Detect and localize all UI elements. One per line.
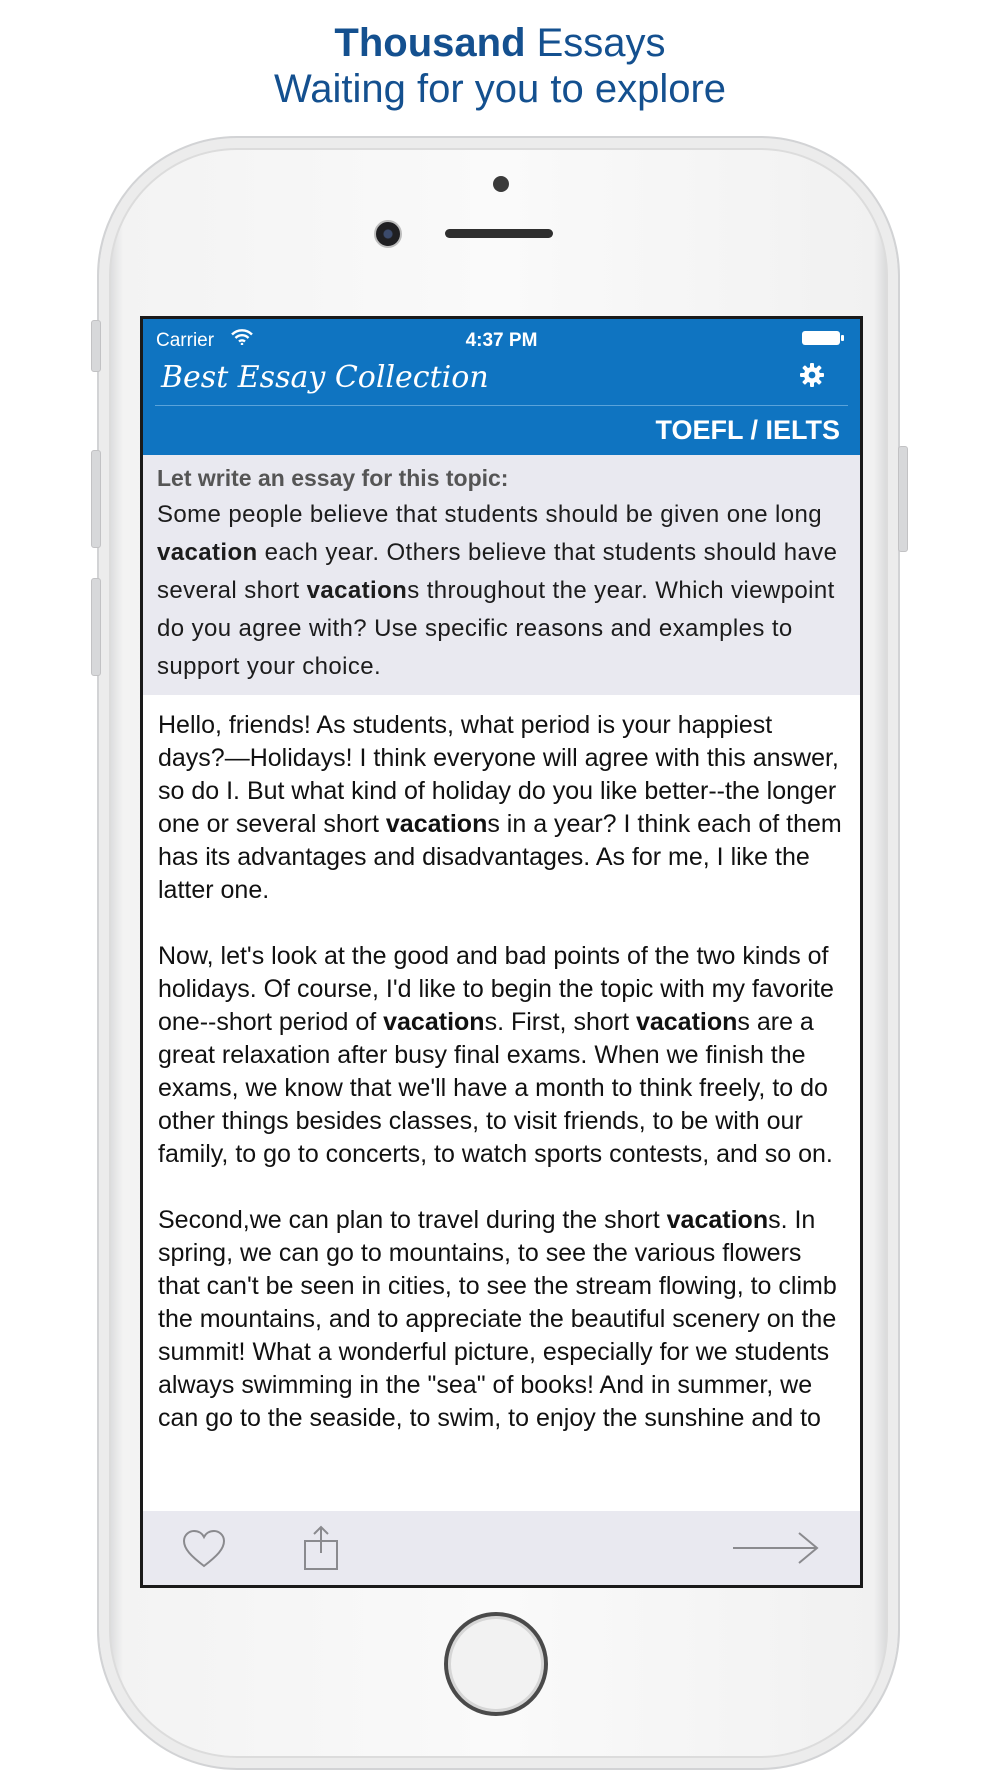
keyword-highlight: vacation (157, 539, 258, 566)
promo-line-2: Waiting for you to explore (273, 67, 727, 111)
exam-badge: TOEFL / IELTS (655, 415, 840, 445)
keyword-highlight: vacation (666, 1206, 769, 1234)
topic-text-part: s throughout the year. Which viewpoint do you agree with? Use specific reasons and examples to support your choice. (157, 577, 835, 680)
promo-line-1-bold: Thousand (334, 21, 526, 65)
essay-text: s in a year? I think each of them has its advantages and disadvantages. As for me, I like the latter one. (158, 810, 842, 904)
navigation-bar (143, 319, 860, 455)
essay-paragraph (158, 709, 845, 907)
front-camera (374, 220, 402, 248)
essay-text: s. In spring, we can go to mountains, to see the various flowers that can't be seen in cities, to see the stream flowing, to climb the mountains, and to appreciate the beautiful scenery on the summit! What a wonderful picture, especially for we students always swimming in the "sea" of books! And in summer, we can go to the seaside, to swim, to enjoy the sunshine and to (158, 1206, 837, 1432)
topic-text (157, 496, 846, 686)
battery-icon (802, 331, 840, 345)
keyword-highlight: vacation (383, 1008, 485, 1036)
home-button[interactable] (444, 1612, 548, 1716)
essay-text: Second,we can plan to travel during the short (158, 1206, 667, 1234)
essay-paragraph (158, 1204, 845, 1435)
topic-panel (143, 455, 860, 695)
essay-text: Hello, friends! As students, what period is your happiest days?—Holidays! I think everyone will agree with this answer, so do I. But what kind of holiday do you like better--the longer one or several short (158, 711, 839, 838)
essay-text: s are a great relaxation after busy final exams. When we finish the exams, we know that we'll have a month to think freely, to do other things besides classes, to visit friends, to be with our family, to go to concerts, to watch sports contests, and so on. (158, 1008, 833, 1168)
arrow-right-icon[interactable] (733, 1531, 819, 1565)
proximity-sensor (493, 176, 509, 192)
essay-body[interactable] (143, 695, 860, 1511)
heart-icon[interactable] (181, 1529, 227, 1569)
essay-paragraph (158, 940, 845, 1171)
bottom-toolbar (143, 1511, 860, 1585)
app-title: Best Essay Collection (161, 360, 489, 395)
promo-line-1-rest: Essays (525, 21, 666, 65)
keyword-highlight: vacation (635, 1008, 738, 1036)
power-button (898, 446, 908, 552)
topic-label: Let write an essay for this topic: (157, 465, 509, 491)
essay-text: Now, let's look at the good and bad points of the two kinds of holidays. Of course, I'd like to begin the topic with my favorite one--short period of (158, 942, 834, 1036)
gear-icon[interactable] (799, 362, 825, 388)
earpiece-speaker (445, 229, 553, 238)
keyword-highlight: vacation (306, 577, 408, 604)
volume-up-button (91, 450, 101, 548)
topic-text-part: Some people believe that students should be given one long (157, 501, 823, 528)
status-time: 4:37 PM (465, 330, 538, 351)
volume-down-button (91, 578, 101, 676)
app-screen (140, 316, 863, 1588)
promo-line-1 (0, 20, 1000, 66)
battery-tip (841, 335, 844, 341)
keyword-highlight: vacation (385, 810, 488, 838)
carrier-label: Carrier (156, 330, 215, 351)
share-icon[interactable] (301, 1525, 341, 1571)
topic-text-part: each year. Others believe that students should have several short (157, 539, 838, 604)
status-bar (143, 319, 860, 353)
nav-divider (155, 405, 848, 406)
essay-text: s. First, short (484, 1008, 636, 1036)
promo-headline (0, 20, 1000, 112)
mute-switch (91, 320, 101, 372)
